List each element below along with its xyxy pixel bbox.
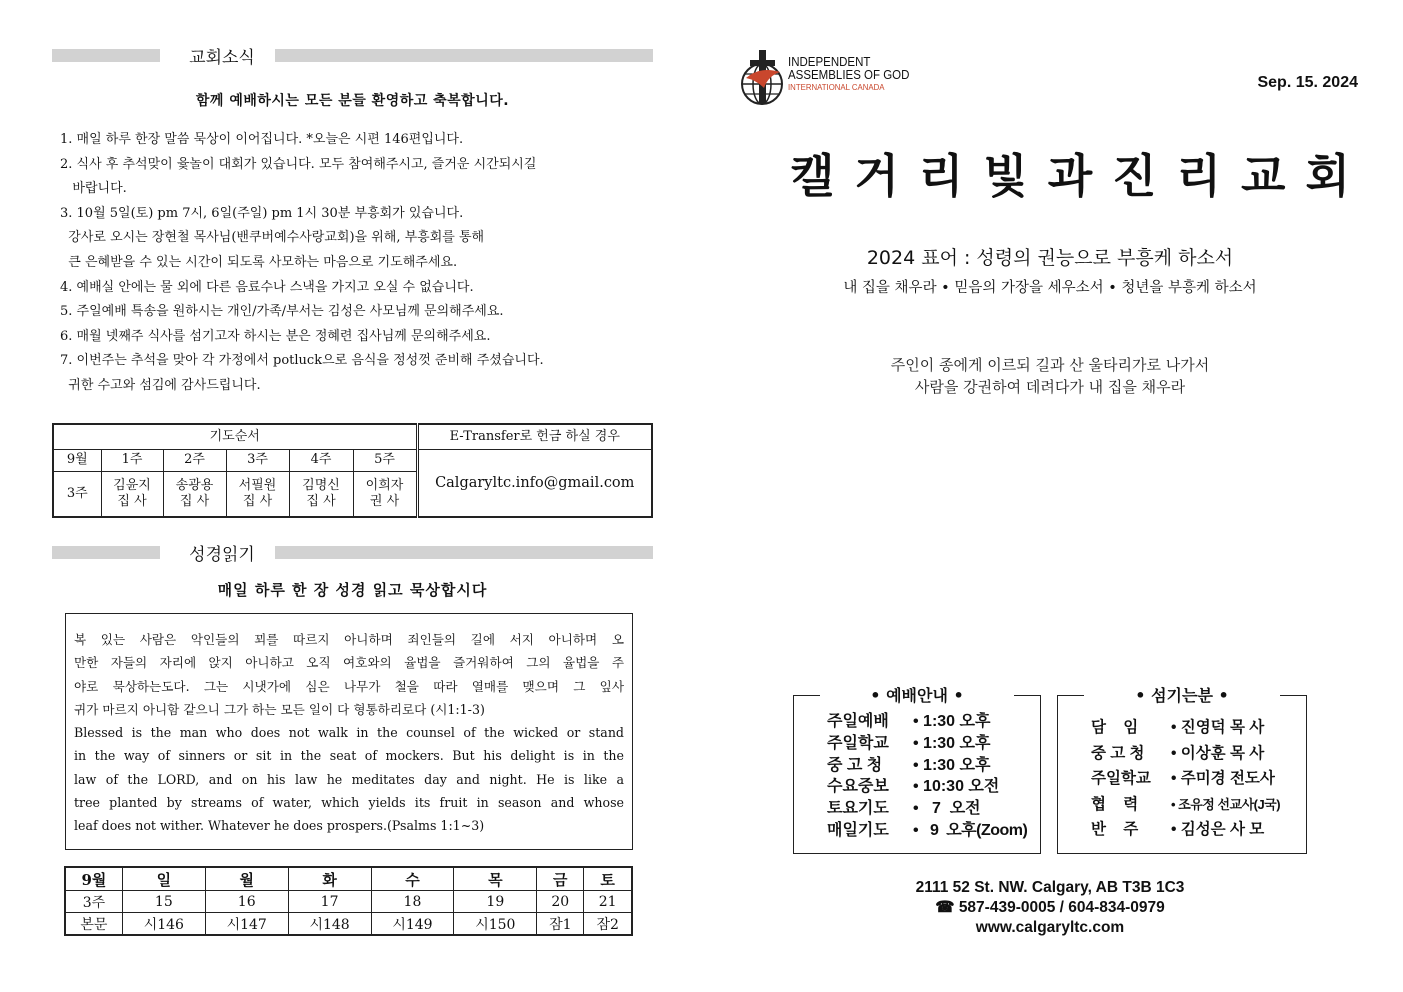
logo-subline: INTERNATIONAL CANADA — [788, 82, 885, 92]
notice-line: 3. 10월 5일(토) pm 7시, 6일(주일) pm 1시 30분 부흥회가 있습니다. — [60, 205, 464, 221]
iag-logo — [740, 48, 920, 108]
service-name: 매일기도 — [827, 821, 889, 839]
reading-text: 잠2 — [584, 913, 632, 936]
worship-info-box — [793, 686, 1041, 854]
notice-line: 귀한 수고와 섬김에 감사드립니다. — [60, 377, 261, 393]
globe-cross-icon — [740, 48, 790, 108]
website-link[interactable]: www.calgaryltc.com — [975, 919, 1125, 936]
prayer-week: 4주 — [289, 449, 353, 471]
server-person: • 주미경 전도사 — [1171, 770, 1275, 788]
news-section-title: 교회소식 — [189, 48, 255, 68]
server-row — [1091, 715, 1307, 741]
reading-date: 21 — [584, 891, 632, 913]
notice-line: 4. 예배실 안에는 물 외에 다른 음료수나 스낵을 가지고 오실 수 없습니다. — [60, 279, 474, 295]
church-name: 캘거리빛과진리교회 — [790, 149, 1370, 203]
bible-section-header — [52, 543, 653, 565]
header-bar-right — [275, 49, 653, 62]
server-row — [1091, 817, 1307, 843]
passage-line: 복 있는 사람은 악인들의 꾀를 따르지 아니하며 죄인들의 길에 서지 아니하며 오 — [74, 632, 624, 647]
reading-date: 20 — [537, 891, 584, 913]
reading-month: 9월 — [65, 867, 122, 891]
server-row — [1091, 741, 1307, 767]
server-person: • 김성은 사 모 — [1171, 821, 1265, 839]
reading-date: 17 — [288, 891, 371, 913]
service-time: • 9 오후(Zoom) — [913, 821, 1028, 839]
reading-text: 시149 — [371, 913, 454, 936]
worship-row — [827, 820, 1041, 842]
notice-line: 1. 매일 하루 한장 말씀 묵상이 이어집니다. *오늘은 시편 146편입니다. — [60, 132, 464, 147]
server-role: 담 임 — [1091, 719, 1139, 736]
service-time: • 1:30 오후 — [913, 756, 991, 774]
passage-line: Blessed is the man who does not walk in the counsel of the wicked or stand — [74, 725, 624, 741]
passage-line: law of the LORD, and on his law he meditates day and night. He is like a — [74, 771, 624, 787]
notice-line: 5. 주일예배 특송을 원하시는 개인/가족/부서는 김성은 사모님께 문의해주세요. — [60, 304, 504, 320]
notice-line: 7. 이번주는 추석을 맞아 각 가정에서 potluck으로 음식을 정성껏 준비해 주셨습니다. — [60, 353, 544, 369]
person-name: 송광용 — [175, 477, 214, 493]
phone-numbers: 587-439-0005 / 604-834-0979 — [958, 899, 1165, 916]
contact-block — [780, 878, 1320, 938]
passage-line: tree planted by streams of water, which yields its fruit in season and whose — [74, 795, 624, 811]
reading-date: 18 — [371, 891, 454, 913]
prayer-person — [101, 471, 163, 517]
worship-row — [827, 755, 1041, 777]
server-row — [1091, 766, 1307, 792]
prayer-current-week: 3주 — [53, 471, 101, 517]
passage-line: 만한 자들의 자리에 앉지 아니하고 오직 여호와의 율법을 즐거워하여 그의 율법을 주 — [74, 655, 624, 671]
reading-date: 16 — [205, 891, 288, 913]
notice-line: 바랍니다. — [60, 181, 127, 197]
server-person: • 진영덕 목 사 — [1171, 719, 1265, 736]
prayer-week: 3주 — [226, 449, 289, 471]
worship-row — [827, 776, 1041, 798]
server-role: 반 주 — [1091, 821, 1139, 839]
reading-text: 시147 — [205, 913, 288, 936]
reading-day: 금 — [537, 867, 584, 891]
server-person: • 조유정 선교사(J국) — [1171, 796, 1281, 812]
prayer-person — [163, 471, 226, 517]
reading-day: 수 — [371, 867, 454, 891]
person-role: 집 사 — [117, 493, 147, 509]
notice-line: 6. 매월 넷째주 식사를 섬기고자 하시는 분은 정혜련 집사님께 문의해주세요. — [60, 328, 491, 344]
person-name: 이희자 — [365, 477, 404, 493]
prayer-week: 5주 — [353, 449, 417, 471]
reading-day: 일 — [122, 867, 205, 891]
notice-list — [60, 128, 660, 399]
worship-row — [827, 733, 1041, 755]
street-address: 2111 52 St. NW. Calgary, AB T3B 1C3 — [915, 879, 1185, 896]
prayer-month: 9월 — [53, 449, 101, 471]
server-role: 협 력 — [1091, 795, 1139, 813]
reading-day: 목 — [454, 867, 537, 891]
prayer-week: 1주 — [101, 449, 163, 471]
passage-line: in the way of sinners or sit in the seat of mockers. But his delight is in the — [74, 748, 624, 764]
verse-line: 주인이 종에게 이르되 길과 산 울타리가로 나가서 — [890, 356, 1210, 374]
person-role: 집 사 — [179, 493, 210, 509]
logo-line: ASSEMBLIES OF GOD — [788, 68, 910, 82]
servers-title: • 섬기는분 • — [1135, 686, 1229, 705]
prayer-schedule-table — [52, 423, 653, 518]
reading-text: 잠1 — [537, 913, 584, 936]
notice-line: 강사로 오시는 장현철 목사님(밴쿠버예수사랑교회)을 위해, 부흥회를 통해 — [60, 230, 485, 246]
service-name: 주일예배 — [827, 713, 889, 730]
reading-text: 시148 — [288, 913, 371, 936]
prayer-person — [353, 471, 417, 517]
motto-subtitle: 내 집을 채우라 • 믿음의 가장을 세우소서 • 청년을 부흥케 하소서 — [843, 280, 1257, 296]
reading-schedule-table — [64, 866, 633, 936]
bible-subtitle: 매일 하루 한 장 성경 읽고 묵상합시다 — [217, 581, 488, 599]
header-bar-left — [52, 546, 160, 559]
bible-section-title: 성경읽기 — [189, 545, 255, 565]
person-name: 김명신 — [302, 477, 340, 493]
service-name: 수요중보 — [827, 778, 889, 796]
reading-day: 화 — [288, 867, 371, 891]
person-role: 집 사 — [306, 493, 336, 509]
service-name: 중 고 청 — [827, 756, 883, 774]
server-role: 중 고 청 — [1091, 744, 1145, 762]
reading-day: 월 — [205, 867, 288, 891]
person-role: 집 사 — [242, 493, 273, 509]
reading-text-label: 본문 — [65, 913, 122, 936]
reading-text: 시150 — [454, 913, 537, 936]
person-name: 서필원 — [238, 477, 277, 493]
verse-line: 사람을 강권하여 데려다가 내 집을 채우라 — [914, 378, 1186, 396]
reading-week: 3주 — [65, 891, 122, 913]
prayer-person — [289, 471, 353, 517]
service-time: • 1:30 오후 — [913, 734, 991, 752]
bible-passage-box — [65, 613, 633, 850]
bulletin-date: Sep. 15. 2024 — [1257, 74, 1358, 91]
service-time: • 7 오전 — [913, 800, 981, 818]
logo-text — [788, 56, 909, 93]
phone-icon: ☎ — [935, 899, 955, 916]
server-role: 주일학교 — [1091, 770, 1151, 788]
reading-date: 19 — [454, 891, 537, 913]
server-person: • 이상훈 목 사 — [1171, 744, 1265, 762]
etransfer-title: E-Transfer로 헌금 하실 경우 — [417, 424, 652, 449]
prayer-title: 기도순서 — [53, 424, 417, 449]
servers-rows — [1057, 715, 1307, 843]
service-name: 토요기도 — [827, 800, 889, 818]
logo-line: INDEPENDENT — [788, 55, 871, 69]
notice-line: 2. 식사 후 추석맞이 윷놀이 대회가 있습니다. 모두 참여해주시고, 즐거운 시간되시길 — [60, 156, 537, 172]
passage-line: leaf does not wither. Whatever he does prospers.(Psalms 1:1~3) — [74, 818, 485, 834]
scripture-verse — [780, 354, 1320, 398]
worship-row — [827, 711, 1041, 733]
worship-info-title: • 예배안내 • — [870, 686, 964, 705]
service-time: • 1:30 오후 — [913, 713, 991, 730]
welcome-message: 함께 예배하시는 모든 분들 환영하고 축복합니다. — [195, 93, 510, 109]
header-bar-right — [275, 546, 653, 559]
service-time: • 10:30 오전 — [913, 778, 1000, 796]
worship-rows — [793, 711, 1041, 842]
annual-motto: 2024 표어 : 성령의 권능으로 부흥케 하소서 — [866, 247, 1234, 269]
person-name: 김윤지 — [113, 477, 151, 493]
servers-box — [1057, 686, 1307, 854]
person-role: 권 사 — [369, 493, 400, 509]
server-row — [1091, 792, 1307, 818]
news-section-header — [52, 46, 653, 68]
reading-date: 15 — [122, 891, 205, 913]
reading-day: 토 — [584, 867, 632, 891]
header-bar-left — [52, 49, 160, 62]
service-name: 주일학교 — [827, 734, 889, 752]
passage-line: 귀가 마르지 아니함 같으니 그가 하는 모든 일이 다 형통하리로다 (시1:1-3) — [74, 701, 485, 717]
phone-line — [780, 898, 1320, 918]
passage-line: 야로 묵상하는도다. 그는 시냇가에 심은 나무가 철을 따라 열매를 맺으며 그 잎사 — [74, 678, 624, 694]
reading-text: 시146 — [122, 913, 205, 936]
prayer-week: 2주 — [163, 449, 226, 471]
notice-line: 큰 은혜받을 수 있는 시간이 되도록 사모하는 마음으로 기도해주세요. — [60, 254, 458, 270]
prayer-person — [226, 471, 289, 517]
etransfer-email: Calgaryltc.info@gmail.com — [417, 449, 652, 517]
worship-row — [827, 798, 1041, 820]
